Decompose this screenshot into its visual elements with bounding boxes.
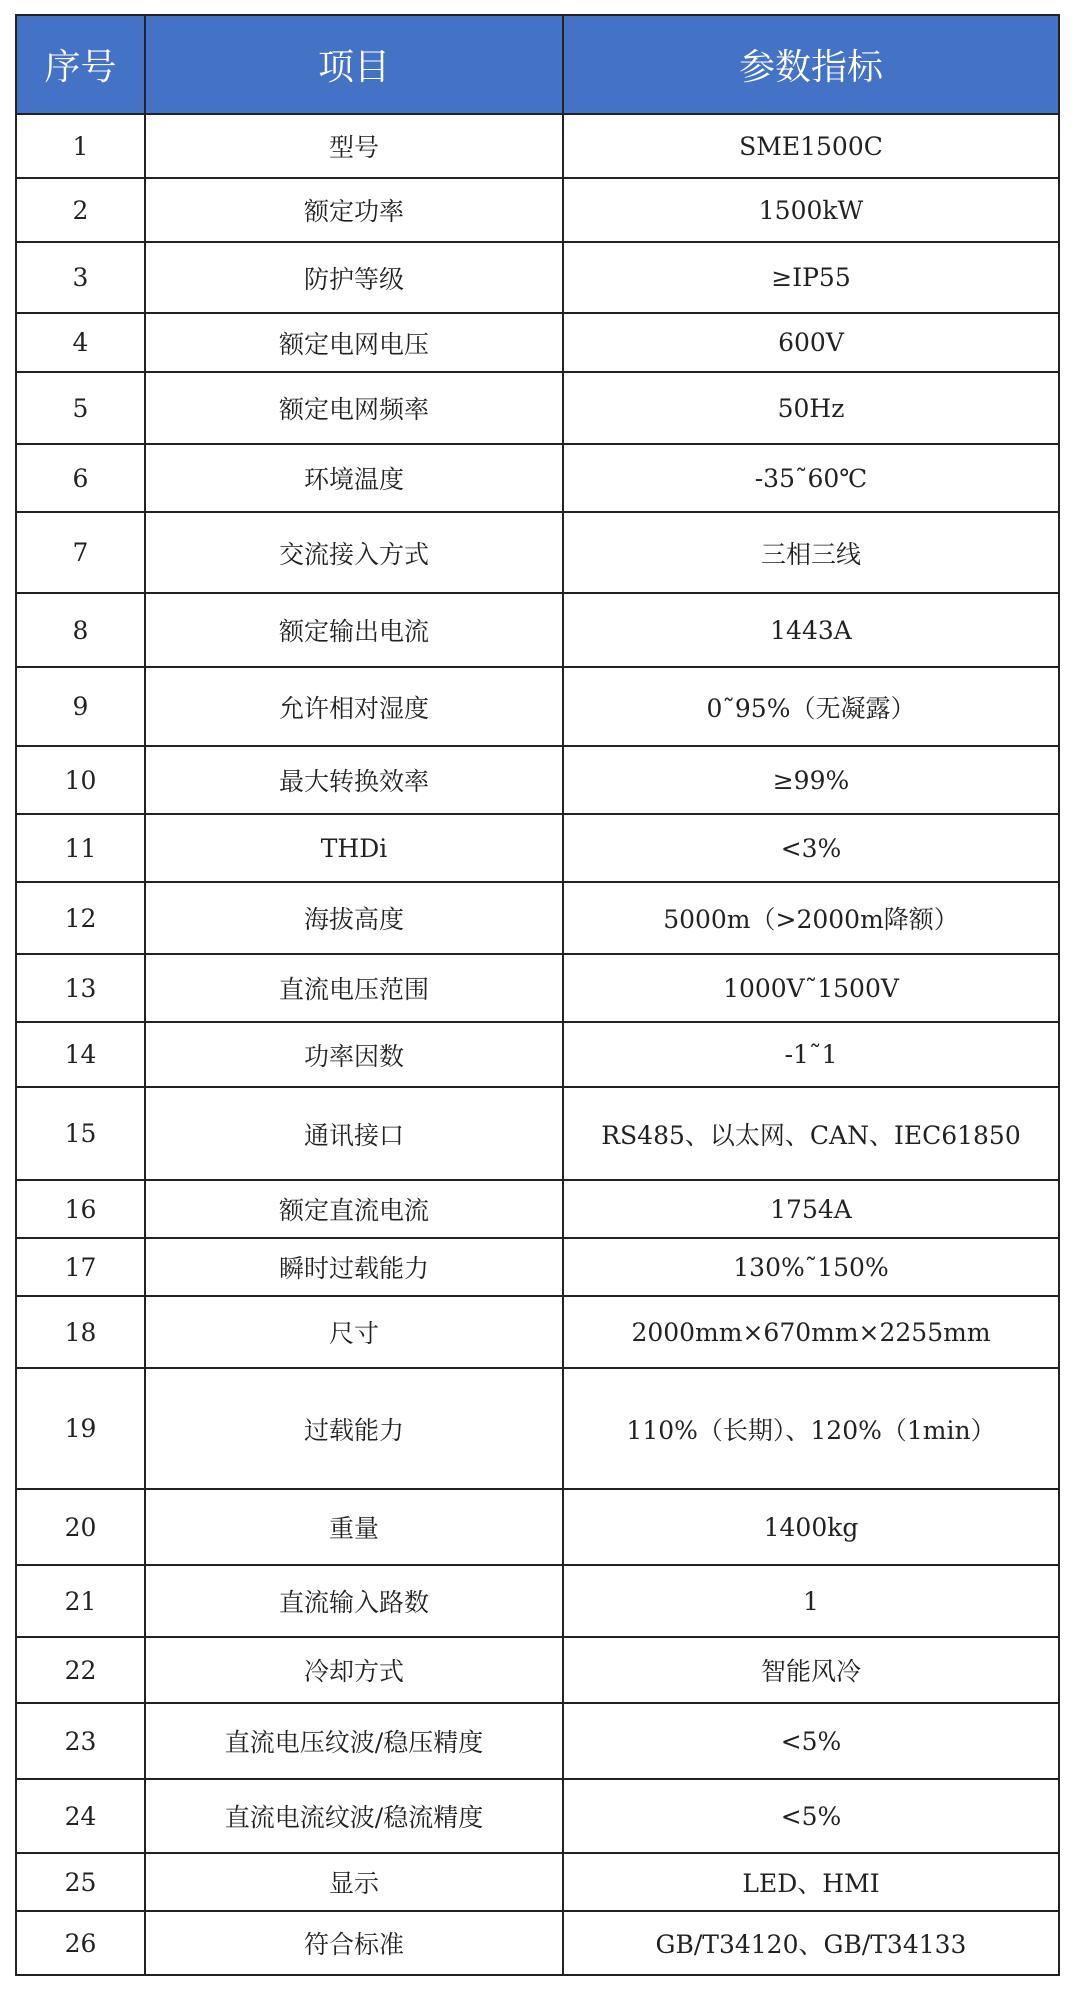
spec-table [15,14,1060,1976]
row-index: 2 [16,178,145,242]
table-row [16,882,1059,954]
row-index: 24 [16,1779,145,1853]
table-row [16,512,1059,593]
row-value: -1˜1 [563,1022,1059,1087]
row-item: 重量 [145,1489,563,1565]
row-value: 1000V˜1500V [563,954,1059,1022]
table-row [16,667,1059,746]
row-index: 4 [16,313,145,372]
row-index: 21 [16,1565,145,1637]
row-value: 1443A [563,593,1059,667]
row-item: 瞬时过载能力 [145,1238,563,1296]
row-value: 三相三线 [563,512,1059,593]
row-value: SME1500C [563,114,1059,178]
table-row [16,114,1059,178]
row-item: 交流接入方式 [145,512,563,593]
row-index: 23 [16,1703,145,1779]
row-value: 130%˜150% [563,1238,1059,1296]
table-row [16,242,1059,313]
row-item: THDi [145,814,563,882]
table-row [16,1296,1059,1368]
row-value: <5% [563,1703,1059,1779]
row-item: 额定直流电流 [145,1180,563,1238]
table-row [16,814,1059,882]
table-row [16,1853,1059,1911]
row-index: 7 [16,512,145,593]
row-value: 2000mm×670mm×2255mm [563,1296,1059,1368]
header-index: 序号 [16,15,145,114]
row-value: <5% [563,1779,1059,1853]
table-row [16,1489,1059,1565]
row-item: 额定电网频率 [145,372,563,444]
row-item: 环境温度 [145,444,563,512]
table-row [16,1087,1059,1180]
row-index: 19 [16,1368,145,1489]
row-value: GB/T34120、GB/T34133 [563,1911,1059,1975]
row-item: 额定输出电流 [145,593,563,667]
row-item: 显示 [145,1853,563,1911]
row-index: 6 [16,444,145,512]
row-value: ≥IP55 [563,242,1059,313]
row-value: 5000m（>2000m降额） [563,882,1059,954]
row-index: 3 [16,242,145,313]
row-value: 0˜95%（无凝露） [563,667,1059,746]
row-value: 1 [563,1565,1059,1637]
table-row [16,1637,1059,1703]
row-item: 海拔高度 [145,882,563,954]
row-index: 10 [16,746,145,814]
row-index: 15 [16,1087,145,1180]
row-index: 26 [16,1911,145,1975]
row-value: -35˜60℃ [563,444,1059,512]
row-index: 11 [16,814,145,882]
row-item: 尺寸 [145,1296,563,1368]
row-value: 600V [563,313,1059,372]
row-index: 8 [16,593,145,667]
row-value: RS485、以太网、CAN、IEC61850 [563,1087,1059,1180]
row-index: 18 [16,1296,145,1368]
row-index: 13 [16,954,145,1022]
row-item: 直流电流纹波/稳流精度 [145,1779,563,1853]
row-item: 型号 [145,114,563,178]
row-value: 50Hz [563,372,1059,444]
row-index: 5 [16,372,145,444]
row-value: LED、HMI [563,1853,1059,1911]
table-row [16,1779,1059,1853]
row-index: 12 [16,882,145,954]
table-row [16,178,1059,242]
row-index: 20 [16,1489,145,1565]
row-value: 1400kg [563,1489,1059,1565]
row-item: 通讯接口 [145,1087,563,1180]
row-value: 1754A [563,1180,1059,1238]
row-item: 允许相对湿度 [145,667,563,746]
table-row [16,313,1059,372]
row-item: 功率因数 [145,1022,563,1087]
row-index: 25 [16,1853,145,1911]
row-value: 1500kW [563,178,1059,242]
row-index: 16 [16,1180,145,1238]
row-item: 符合标准 [145,1911,563,1975]
table-row [16,593,1059,667]
table-row [16,954,1059,1022]
row-item: 过载能力 [145,1368,563,1489]
row-value: ≥99% [563,746,1059,814]
row-value: <3% [563,814,1059,882]
header-item: 项目 [145,15,563,114]
row-item: 直流电压纹波/稳压精度 [145,1703,563,1779]
header-row [16,15,1059,114]
row-index: 22 [16,1637,145,1703]
row-item: 额定电网电压 [145,313,563,372]
spec-table-body [16,114,1059,1975]
table-row [16,746,1059,814]
row-item: 防护等级 [145,242,563,313]
row-item: 最大转换效率 [145,746,563,814]
row-item: 冷却方式 [145,1637,563,1703]
row-item: 额定功率 [145,178,563,242]
row-index: 9 [16,667,145,746]
table-row [16,1565,1059,1637]
table-row [16,1911,1059,1975]
table-row [16,1238,1059,1296]
table-row [16,1180,1059,1238]
table-row [16,1703,1059,1779]
row-index: 17 [16,1238,145,1296]
row-value: 110%（长期）、120%（1min） [563,1368,1059,1489]
table-row [16,372,1059,444]
table-row [16,1022,1059,1087]
table-row [16,1368,1059,1489]
row-item: 直流输入路数 [145,1565,563,1637]
row-value: 智能风冷 [563,1637,1059,1703]
row-index: 1 [16,114,145,178]
row-index: 14 [16,1022,145,1087]
header-value: 参数指标 [563,15,1059,114]
row-item: 直流电压范围 [145,954,563,1022]
table-row [16,444,1059,512]
